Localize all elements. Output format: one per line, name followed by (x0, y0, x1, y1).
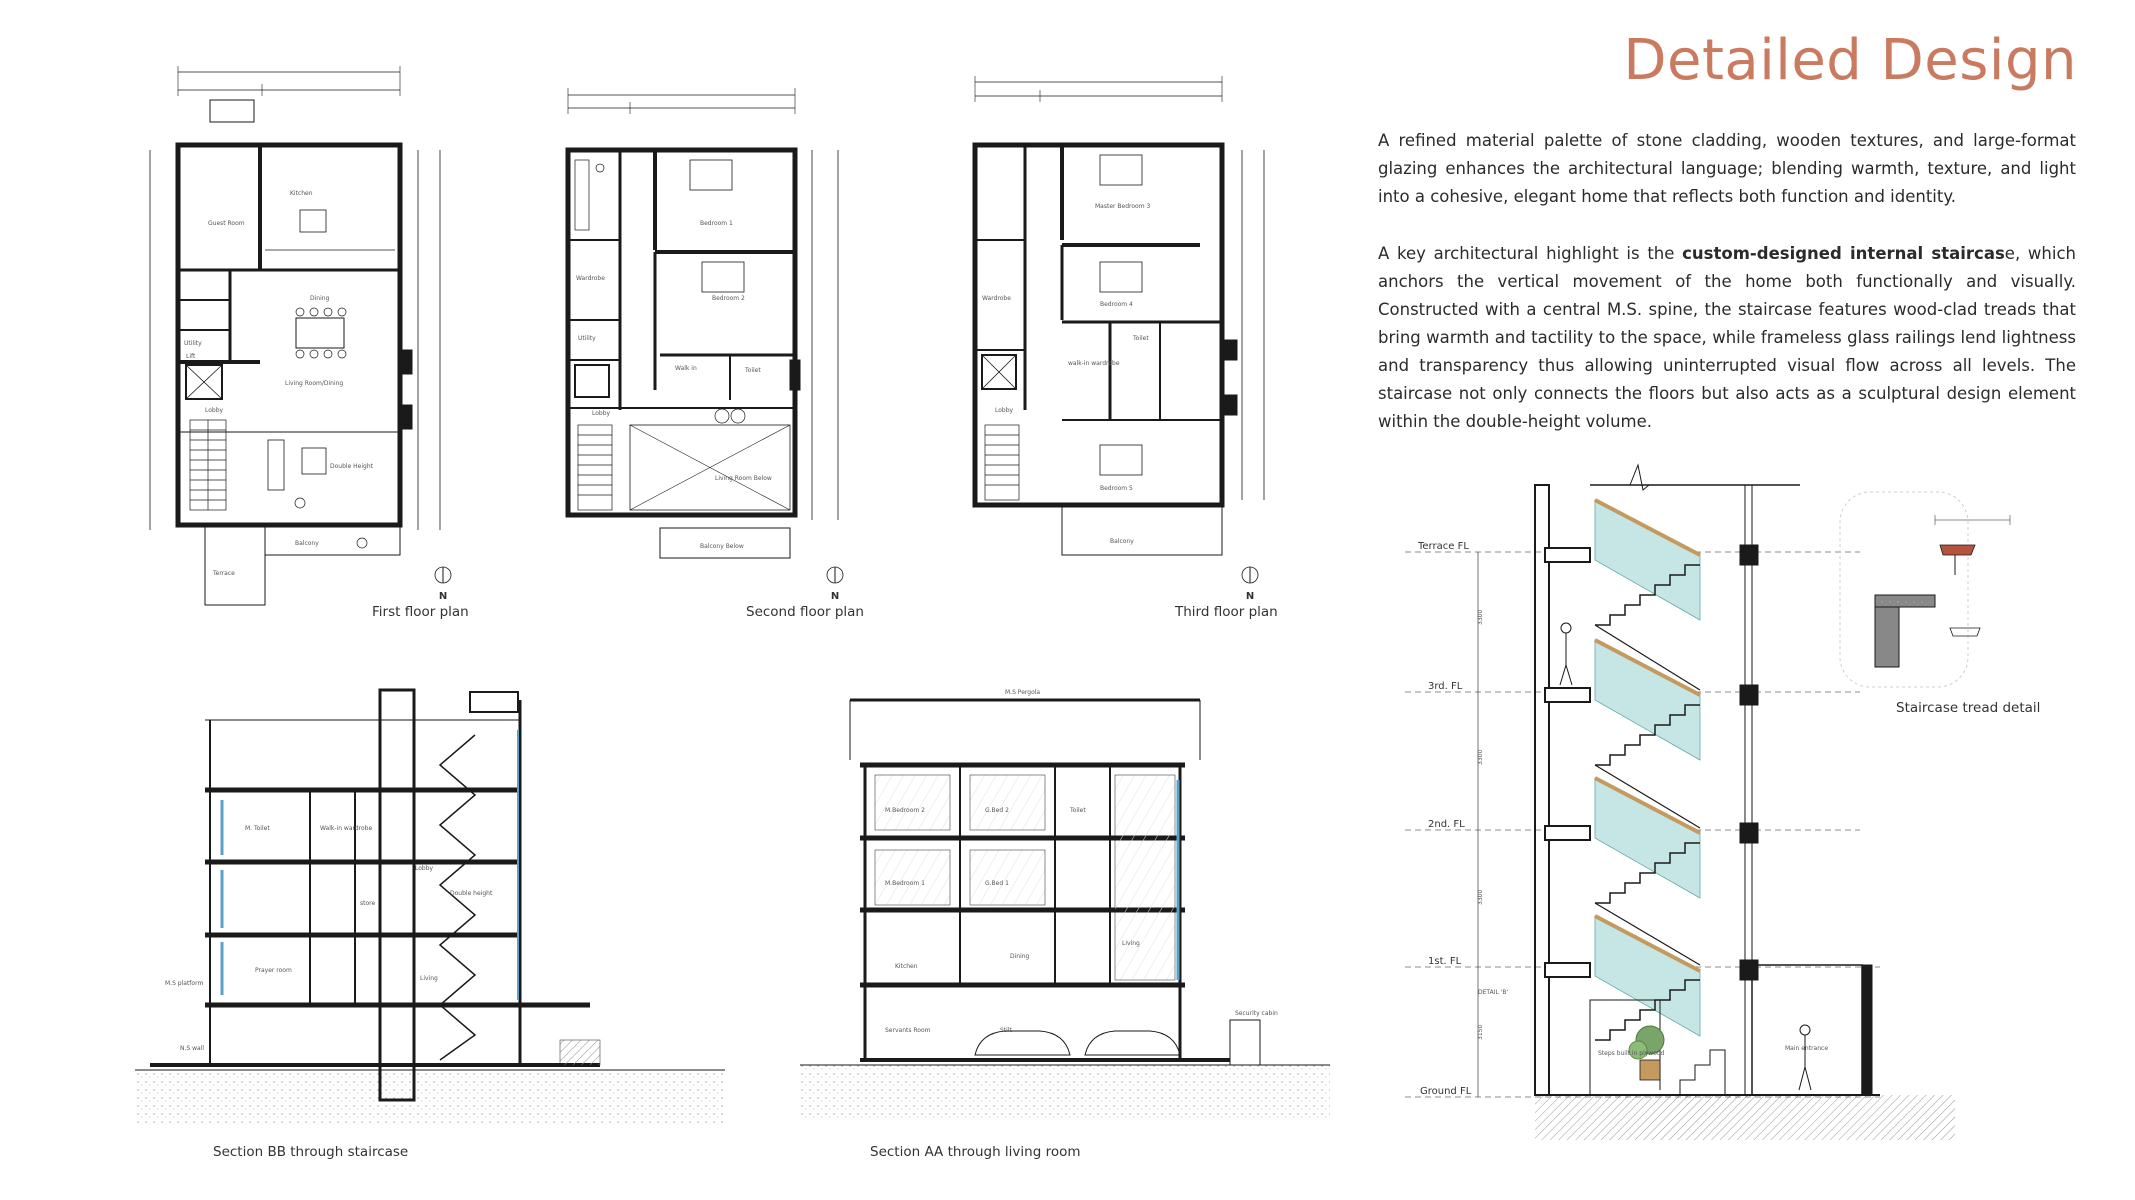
plan_labels-f3-3: Wardrobe (982, 295, 1011, 302)
level-ground: Ground FL (1420, 1086, 1472, 1097)
section_labels-aa-8: Living (1122, 940, 1140, 947)
paragraph-text-end: e, which anchors the vertical movement of the home both functionally and visually. Constructed with a central M.S. spine, the staircase features wood-clad treads that bring warmth and tactility to the space, while frameless glass railings lend lightness and transparency thus allowing uninterrupted visual flow across all levels. The staircase not only connects the floors but also acts as a sculptural design element within the double-height volume. (1378, 244, 2076, 431)
plan_labels-f1-2: Dining (310, 295, 330, 302)
section_labels-bb-2: store (360, 900, 376, 907)
plan_labels-f2-8: Utility (578, 335, 596, 342)
caption-third-floor: Third floor plan (1175, 604, 1278, 620)
section_labels-aa-11: Security cabin (1235, 1010, 1278, 1017)
paragraph-highlight: custom-designed internal staircas (1682, 244, 2005, 263)
plan_labels-f3-1: Bedroom 4 (1100, 301, 1133, 308)
section-bb (135, 690, 725, 1125)
plan_labels-f3-2: Bedroom 5 (1100, 485, 1133, 492)
plan_labels-f1-3: Living Room/Dining (285, 380, 344, 387)
height-dim-1: 3300 (1477, 609, 1484, 625)
detail-b-label: DETAIL 'B' (1478, 989, 1509, 996)
plan_labels-f1-6: Balcony (295, 540, 319, 547)
section_labels-aa-2: G.Bed 2 (985, 807, 1009, 814)
plan_labels-f2-2: Walk in (675, 365, 697, 372)
plan_labels-f1-0: Guest Room (208, 220, 245, 227)
level-third: 3rd. FL (1428, 681, 1463, 692)
plan_labels-f2-6: Balcony Below (700, 543, 744, 550)
north-label-1: N (438, 591, 448, 602)
section_labels-aa-4: M.Bedroom 1 (885, 880, 925, 887)
stair-label-steps: Steps built in plywood (1598, 1050, 1665, 1057)
section-aa (800, 700, 1330, 1120)
third-floor-plan (975, 76, 1264, 583)
plan_labels-f2-0: Bedroom 1 (700, 220, 733, 227)
plan_labels-f1-9: Lift (186, 353, 196, 360)
caption-first-floor: First floor plan (372, 604, 469, 620)
caption-second-floor: Second floor plan (746, 604, 864, 620)
section_labels-aa-6: Kitchen (895, 963, 918, 970)
page-title: Detailed Design (1623, 28, 2077, 93)
plan_labels-f1-8: Utility (184, 340, 202, 347)
section_labels-bb-8: M.S platform (165, 980, 204, 987)
plan_labels-f3-0: Master Bedroom 3 (1095, 203, 1151, 210)
section_labels-aa-0: M.S Pergola (1005, 689, 1041, 696)
plan_labels-f2-1: Bedroom 2 (712, 295, 745, 302)
north-label-3: N (1245, 591, 1255, 602)
staircase-section (1405, 465, 1955, 1140)
section_labels-bb-5: Living (420, 975, 438, 982)
section_labels-bb-1: Walk-in wardrobe (320, 825, 373, 832)
level-first: 1st. FL (1428, 956, 1462, 967)
plan_labels-f3-4: Lobby (995, 407, 1014, 414)
section_labels-aa-10: Stilt (1000, 1027, 1012, 1034)
section_labels-bb-7: N.S wall (180, 1045, 205, 1052)
second-floor-plan (568, 88, 843, 583)
plan_labels-f1-7: Terrace (213, 570, 235, 577)
plan_labels-f3-6: walk-in wardrobe (1068, 360, 1120, 367)
height-dim-2: 3300 (1477, 749, 1484, 765)
plan_labels-f1-1: Kitchen (290, 190, 313, 197)
level-second: 2nd. FL (1428, 819, 1465, 830)
intro-paragraph: A refined material palette of stone cladding, wooden textures, and large-format glazing enhances the architectural language; blending warmth, texture, and light into a cohesive, elegant home that reflects both function and identity. (1378, 131, 2076, 206)
section_labels-bb-3: Prayer room (255, 967, 292, 974)
section_labels-aa-1: M.Bedroom 2 (885, 807, 925, 814)
stair-label-entrance: Main entrance (1785, 1045, 1829, 1052)
plan_labels-f3-7: Toilet (1133, 335, 1149, 342)
caption-tread-detail: Staircase tread detail (1896, 700, 2041, 716)
level-terrace: Terrace FL (1418, 541, 1469, 552)
plan_labels-f2-7: Wardrobe (576, 275, 605, 282)
paragraph-text-start: A key architectural highlight is the (1378, 244, 1683, 263)
plan_labels-f1-5: Double Height (330, 463, 374, 470)
caption-section-bb: Section BB through staircase (213, 1144, 409, 1160)
north-label-2: N (830, 591, 840, 602)
section_labels-aa-3: Toilet (1070, 807, 1086, 814)
first-floor-plan (150, 66, 451, 605)
height-dim-4: 3150 (1477, 1024, 1484, 1040)
section_labels-aa-7: Dining (1010, 953, 1030, 960)
section_labels-bb-4: Lobby (415, 865, 434, 872)
plan_labels-f2-5: Living Room Below (715, 475, 772, 482)
height-dim-3: 3300 (1477, 889, 1484, 905)
staircase-tread-detail (1840, 492, 2010, 687)
plan_labels-f1-4: Lobby (205, 407, 224, 414)
plan_labels-f2-4: Lobby (592, 410, 611, 417)
plan_labels-f2-3: Toilet (745, 367, 761, 374)
section_labels-aa-5: G.Bed 1 (985, 880, 1009, 887)
plan_labels-f3-5: Balcony (1110, 538, 1134, 545)
section_labels-bb-6: Double height (450, 890, 493, 897)
caption-section-aa: Section AA through living room (870, 1144, 1081, 1160)
section_labels-bb-0: M. Toilet (245, 825, 270, 832)
section_labels-aa-9: Servants Room (885, 1027, 931, 1034)
